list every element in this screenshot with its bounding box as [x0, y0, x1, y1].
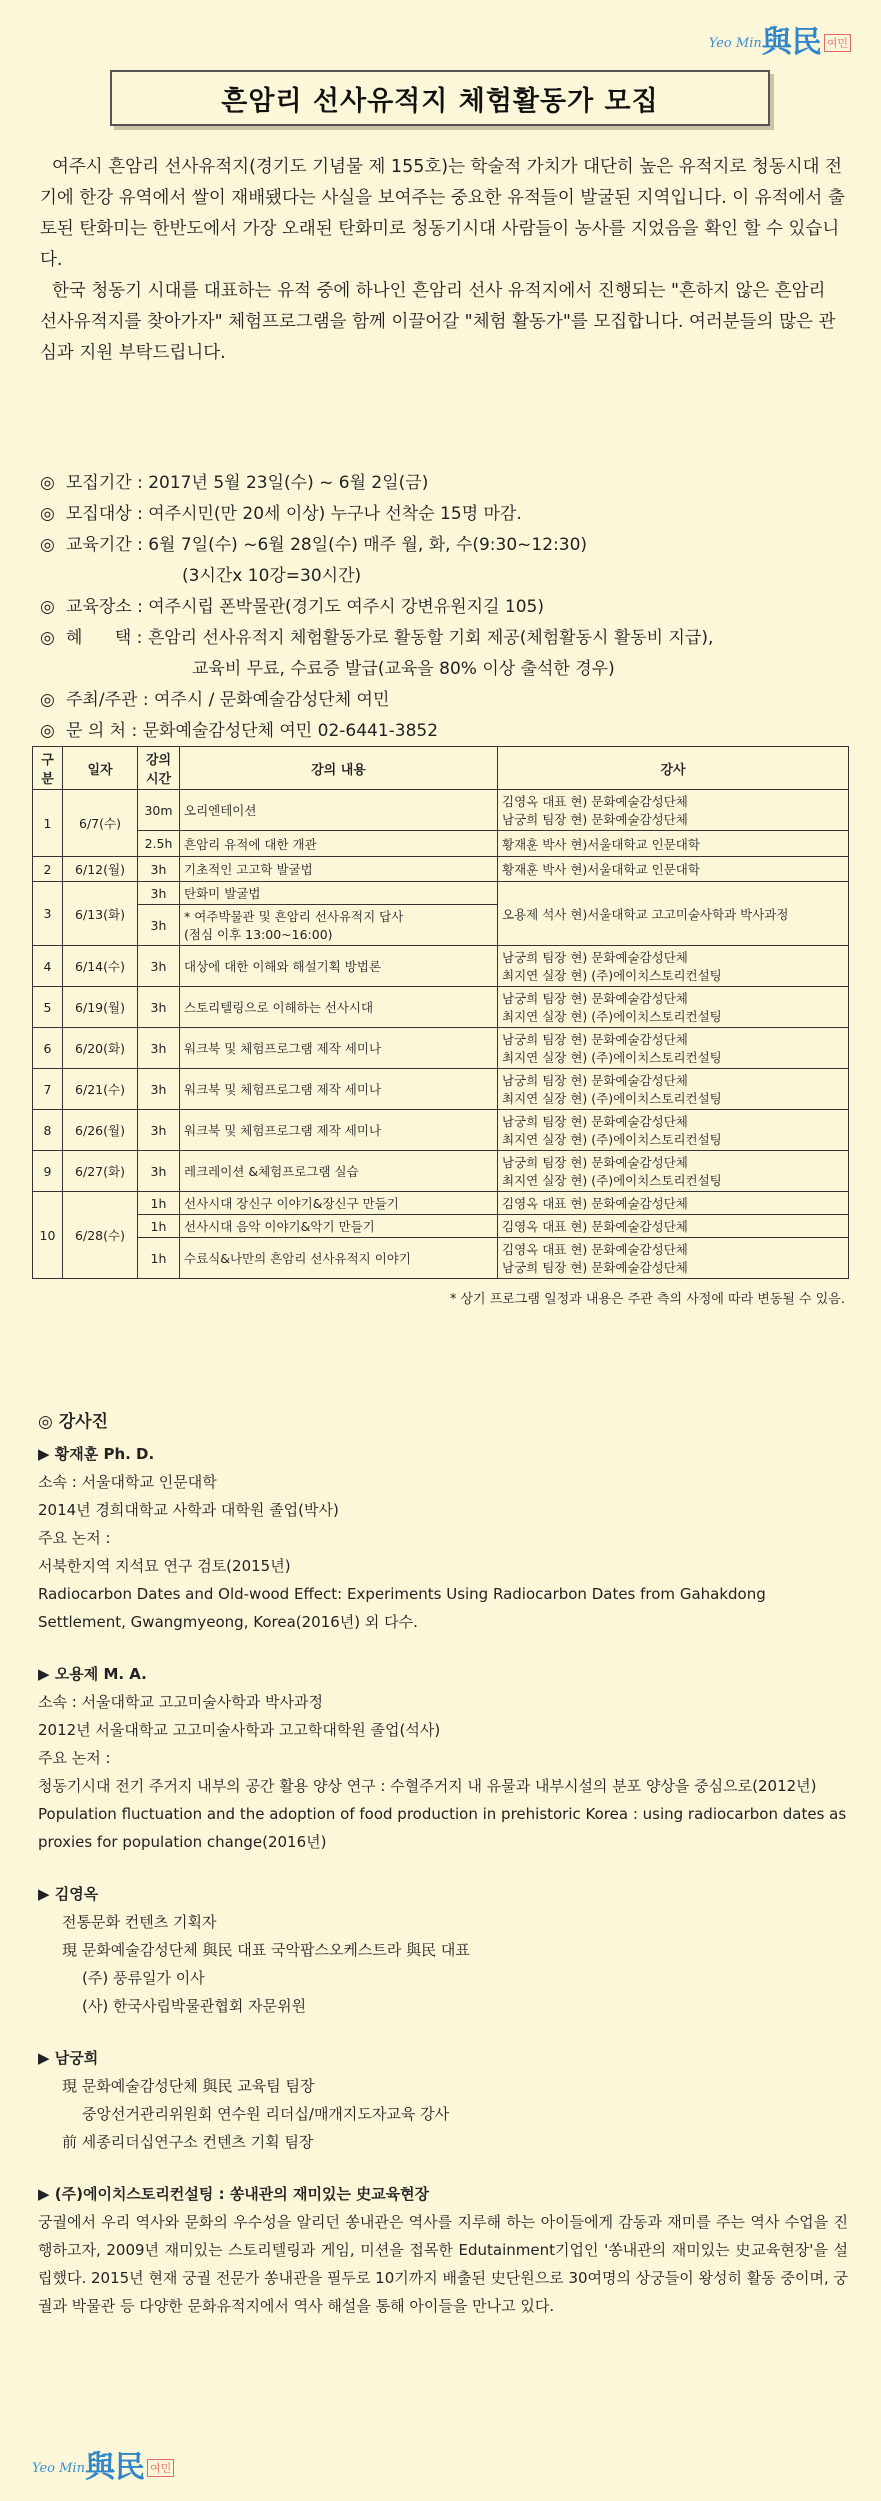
table-row: 2.5h 흔암리 유적에 대한 개관 황재훈 박사 현)서울대학교 인문대학 — [33, 831, 849, 857]
table-row: 10 6/28(수) 1h 선사시대 장신구 이야기&장신구 만들기 김영옥 대표 현) 문화예술감성단체 — [33, 1192, 849, 1215]
table-row: 3 6/13(화) 3h 탄화미 발굴법 오용제 석사 현)서울대학교 고고미술사학과 박사과정 — [33, 882, 849, 905]
yeomin-logo — [708, 25, 851, 60]
instructor-hstory: ▶ (주)에이치스토리컨설팅 : 쏭내관의 재미있는 史교육현장 궁궐에서 우리 역사와 문화의 우수성을 알리던 쏭내관은 역사를 지루해 하는 아이들에게 감동과 재미를 주는 역사 수업을 진행하고자, 2009년 재미있는 스토리텔링과 게임, 미션을 접목한 Edutainment기업인 '쏭내관의 재미있는 史교육현장'을 설립했다. 2015년 현재 궁궐 전문가 쏭내관을 필두로 10기까지 배출된 史단원으로 30여명의 상궁들이 왕성히 활동 중이며, 궁궐과 박물관 등 다양한 문화유적지에서 역사 해설을 통해 아이들을 만나고 있다. — [38, 2185, 848, 2315]
info-host: ◎ 주최/주관 : 여주시 / 문화예술감성단체 여민 — [40, 690, 390, 710]
info-target: ◎ 모집대상 : 여주시민(만 20세 이상) 누구나 선착순 15명 마감. — [40, 504, 522, 524]
info-period: ◎ 모집기간 : 2017년 5월 23일(수) ~ 6월 2일(금) — [40, 473, 429, 493]
table-row: 3h * 여주박물관 및 흔암리 선사유적지 답사 (점심 이후 13:00~16:00) — [33, 905, 849, 946]
header-time: 강의시간 — [138, 747, 180, 790]
header-date: 일자 — [63, 747, 138, 790]
info-edu: ◎ 교육기간 : 6월 7일(수) ~6월 28일(수) 매주 월, 화, 수(9:30~12:30) — [40, 535, 588, 555]
title-box — [110, 70, 770, 126]
info-edu-2: (3시간x 10강=30시간) — [182, 566, 362, 586]
header-no: 구분 — [33, 747, 63, 790]
intro — [40, 152, 845, 369]
table-header — [33, 747, 849, 790]
info-place: ◎ 교육장소 : 여주시립 폰박물관(경기도 여주시 강변유원지길 105) — [40, 597, 545, 617]
info-contact: ◎ 문 의 처 : 문화예술감성단체 여민 02-6441-3852 — [40, 721, 439, 741]
instructors-section — [38, 1408, 848, 2320]
instructor-hwang: ▶ 황재훈 Ph. D. 소속 : 서울대학교 인문대학 2014년 경희대학교 사학과 대학원 졸업(박사) 주요 논저 : 서북한지역 지석묘 연구 검토(2015년) Radiocarbon Dates and Old-wood Effect: Experiments Using Radiocarbon Dates from Gahakdong Settlement, Gwangmyeong, Korea(2016년) 외 다수. — [38, 1445, 766, 1631]
table-row: 9 6/27(화) 3h 레크레이션 &체험프로그램 실습 남궁희 팀장 현) 문화예술감성단체 최지연 실장 현) (주)에이치스토리컨설팅 — [33, 1151, 849, 1192]
table-row: 5 6/19(월) 3h 스토리텔링으로 이해하는 선사시대 남궁희 팀장 현) 문화예술감성단체 최지연 실장 현) (주)에이치스토리컨설팅 — [33, 987, 849, 1028]
yeomin-logo-footer — [32, 2450, 174, 2485]
table-row: 6 6/20(화) 3h 워크북 및 체험프로그램 제작 세미나 남궁희 팀장 현) 문화예술감성단체 최지연 실장 현) (주)에이치스토리컨설팅 — [33, 1028, 849, 1069]
instructor-kim: ▶ 김영옥 전통문화 컨텐츠 기획자 現 문화예술감성단체 與民 대표 국악팝스오케스트라 與民 대표 (주) 풍류일가 이사 (사) 한국사립박물관협회 자문위원 — [38, 1885, 470, 2015]
intro-paragraph-2: 한국 청동기 시대를 대표하는 유적 중에 하나인 흔암리 선사 유적지에서 진행되는 "흔하지 않은 흔암리 선사유적지를 찾아가자" 체험프로그램을 함께 이끌어갈 "체험 활동가"를 모집합니다. 여러분들의 많은 관심과 지원 부탁드립니다. — [40, 281, 836, 363]
logo-kr: 여민 — [824, 34, 851, 52]
logo-kr: 여민 — [147, 2459, 174, 2477]
header-content: 강의 내용 — [180, 747, 498, 790]
table-row: 1 6/7(수) 30m 오리엔테이션 김영옥 대표 현) 문화예술감성단체 남궁희 팀장 현) 문화예술감성단체 — [33, 790, 849, 831]
info-benefit-2: 교육비 무료, 수료증 발급(교육을 80% 이상 출석한 경우) — [192, 659, 615, 679]
intro-paragraph-1: 여주시 흔암리 선사유적지(경기도 기념물 제 155호)는 학술적 가치가 대단히 높은 유적지로 청동시대 전기에 한강 유역에서 쌀이 재배됐다는 사실을 보여주는 중요한 유적들이 발굴된 지역입니다. 이 유적에서 출토된 탄화미는 한반도에서 가장 오래된 탄화미로 청동기시대 사람들이 농사를 지었음을 확인 할 수 있습니다. — [40, 157, 845, 270]
table-row: 8 6/26(월) 3h 워크북 및 체험프로그램 제작 세미나 남궁희 팀장 현) 문화예술감성단체 최지연 실장 현) (주)에이치스토리컨설팅 — [33, 1110, 849, 1151]
page-title: 흔암리 선사유적지 체험활동가 모집 — [221, 85, 659, 117]
table-row: 1h 선사시대 음악 이야기&악기 만들기 김영옥 대표 현) 문화예술감성단체 — [33, 1215, 849, 1238]
table-row: 1h 수료식&나만의 흔암리 선사유적지 이야기 김영옥 대표 현) 문화예술감성단체 남궁희 팀장 현) 문화예술감성단체 — [33, 1238, 849, 1279]
instructor-namgung: ▶ 남궁희 現 문화예술감성단체 與民 교육팀 팀장 중앙선거관리위원회 연수원 리더십/매개지도자교육 강사 前 세종리더십연구소 컨텐츠 기획 팀장 — [38, 2049, 450, 2151]
logo-en: Yeo Min — [708, 35, 762, 51]
header-instructor: 강사 — [498, 747, 849, 790]
logo-en: Yeo Min — [32, 2460, 85, 2476]
table-row: 2 6/12(월) 3h 기초적인 고고학 발굴법 황재훈 박사 현)서울대학교 인문대학 — [33, 857, 849, 882]
info-list — [40, 468, 845, 747]
instructors-heading: ◎ 강사진 — [38, 1412, 109, 1432]
table-row: 7 6/21(수) 3h 워크북 및 체험프로그램 제작 세미나 남궁희 팀장 현) 문화예술감성단체 최지연 실장 현) (주)에이치스토리컨설팅 — [33, 1069, 849, 1110]
info-benefit: ◎ 혜 택 : 흔암리 선사유적지 체험활동가로 활동할 기회 제공(체험활동시 활동비 지급), — [40, 628, 714, 648]
schedule-note: * 상기 프로그램 일정과 내용은 주관 측의 사정에 따라 변동될 수 있음. — [449, 1292, 845, 1307]
table-row: 4 6/14(수) 3h 대상에 대한 이해와 해설기획 방법론 남궁희 팀장 현) 문화예술감성단체 최지연 실장 현) (주)에이치스토리컨설팅 — [33, 946, 849, 987]
schedule-table — [32, 746, 849, 1279]
logo-han: 與民 — [761, 25, 822, 60]
instructor-oh: ▶ 오용제 M. A. 소속 : 서울대학교 고고미술사학과 박사과정 2012년 서울대학교 고고미술사학과 고고학대학원 졸업(석사) 주요 논저 : 청동기시대 전기 주거지 내부의 공간 활용 양상 연구 : 수혈주거지 내 유물과 내부시설의 분포 양상을 중심으로(2012년) Population fluctuation and the adoption of food production in prehistoric Korea : using radiocarbon dates as proxies for population change(2016년) — [38, 1665, 847, 1851]
logo-han: 與民 — [84, 2450, 145, 2485]
